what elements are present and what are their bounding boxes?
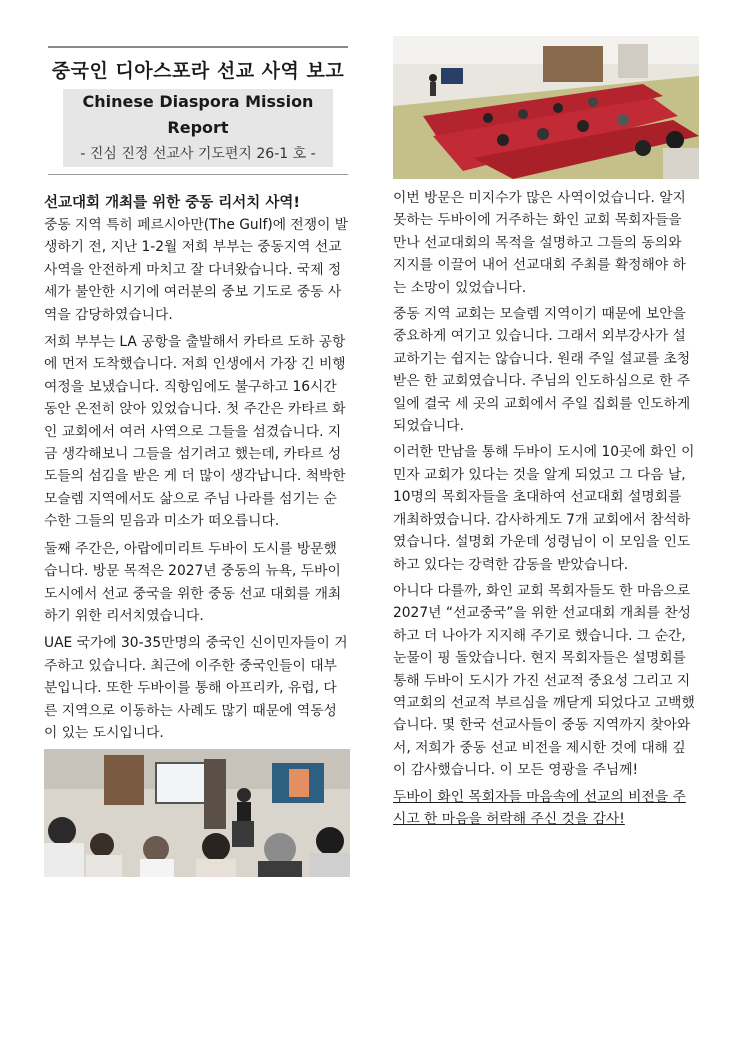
section-title: 선교대회 개최를 위한 중동 리서치 사역!	[44, 195, 300, 211]
header-bottom-rule	[48, 174, 348, 175]
paragraph: 이러한 만남을 통해 두바이 도시에 10곳에 화인 이민자 교회가 있다는 것을 알게 되었고 그 다음 날, 10명의 목회자들을 초대하여 선교대회 설명회를 개최하였습니다. 감사하게도 7개 교회에서 참석하였습니다. 설명회 가운데 성령님이 이 모임을 인도하고 있다는 강력한 감동을 받았습니다.	[393, 444, 695, 573]
closing-text: 두바이 화인 목회자들 마음속에 선교의 비전을 주시고 한 마음을 허락해 주신 것을 감사!	[393, 788, 686, 827]
paragraph: 중동 지역 특히 페르시아만(The Gulf)에 전쟁이 발생하기 전, 지난 1-2월 저희 부부는 중동지역 선교사역을 안전하게 마치고 잘 다녀왔습니다. 국제 정세가 불안한 시기에 여러분의 중보 기도로 중동 사역을 감당하였습니다.	[44, 217, 349, 323]
page-title: 중국인 디아스포라 선교 사역 보고	[51, 60, 345, 82]
page-subtitle: Chinese Diaspora Mission Report	[63, 89, 333, 141]
header-top-rule	[48, 46, 348, 48]
meeting-photo-audience	[393, 36, 699, 179]
left-column	[44, 40, 350, 877]
paragraph: 아니다 다를까, 화인 교회 목회자들도 한 마음으로 2027년 “선교중국”을 위한 선교대회 개최를 찬성하고 더 나아가 지지해 주기로 했습니다. 그 순간, 눈물이 핑 돌았습니다. 현지 목회자들은 설명회를 통해 두바이 도시가 가진 선교적 중요성 그리고 지역교회의 선교적 부르심을 깨닫게 되었다고 고백했습니다. 몇 한국 선교사들이 중동 지역까지 찾아와서, 저희가 중동 선교 비전을 제시한 것에 대해 깊이 감사했습니다. 이 모든 영광을 주님께!	[393, 582, 695, 779]
paragraph: 이번 방문은 미지수가 많은 사역이었습니다. 알지 못하는 두바이에 거주하는 화인 교회 목회자들을 만나 선교대회의 목적을 설명하고 그들의 동의와 지지를 이끌어 내어 선교대회 주최를 확정해야 하는 소망이 있었습니다.	[393, 190, 686, 296]
closing-thanks	[393, 786, 699, 831]
issue-label: - 진심 진정 선교사 기도편지 26-1 호 -	[63, 141, 333, 167]
paragraph: 둘째 주간은, 아랍에미리트 두바이 도시를 방문했습니다. 방문 목적은 2027년 중동의 뉴욕, 두바이 도시에서 선교 중국을 위한 중동 선교 대회를 개최하기 위한 리서치였습니다.	[44, 540, 342, 624]
paragraph: 중동 지역 교회는 모슬렘 지역이기 때문에 보안을 중요하게 여기고 있습니다. 그래서 외부강사가 설교하기는 쉽지는 않습니다. 원래 주일 설교를 초청받은 한 교회였습니다. 주님의 인도하심으로 한 주일에 결국 세 곳의 교회에서 주일 집회를 인도하게 되었습니다.	[393, 306, 691, 435]
right-column	[393, 36, 699, 834]
paragraph: UAE 국가에 30-35만명의 중국인 신이민자들이 거주하고 있습니다. 최근에 이주한 중국인들이 대부분입니다. 또한 두바이를 통해 아프리카, 유럽, 다른 지역으로 이동하는 사례도 많기 때문에 역동성이 있는 도시입니다.	[44, 635, 348, 741]
paragraph: 저희 부부는 LA 공항을 출발해서 카타르 도하 공항에 먼저 도착했습니다. 저희 인생에서 가장 긴 비행 여정을 보냈습니다. 직항임에도 불구하고 16시간 동안 온전히 앉아 있었습니다. 첫 주간은 카타르 화인 교회에서 여러 사역으로 그들을 섬겼습니다. 지금 생각해보니 그들을 섬기려고 했는데, 카타르 성도들의 섬김을 받은 게 더 많이 생각납니다. 척박한 모슬렘 지역에서도 삶으로 주님 나라를 섬기는 순수한 그들의 믿음과 미소가 떠오릅니다.	[44, 334, 346, 530]
meeting-photo-speaker	[44, 749, 350, 877]
